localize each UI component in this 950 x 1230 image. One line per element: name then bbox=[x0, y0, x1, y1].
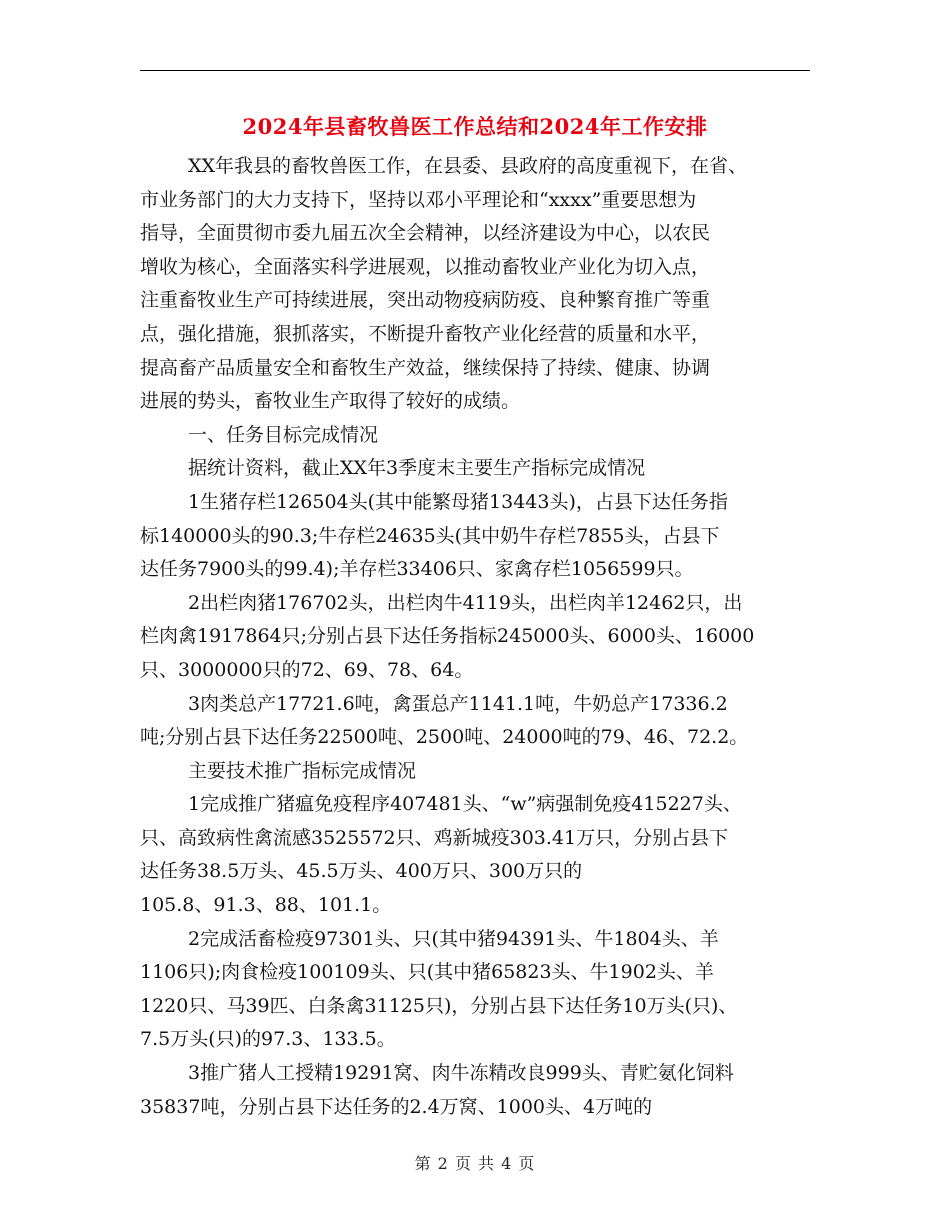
section-heading: 一、任务目标完成情况 bbox=[188, 423, 379, 446]
text-line: 达任务7900头的99.4);羊存栏33406只、家禽存栏1056599只。 bbox=[140, 558, 694, 581]
text-line: 7.5万头(只)的97.3、133.5。 bbox=[140, 1028, 396, 1051]
text-line: 栏肉禽1917864只;分别占县下达任务指标245000头、6000头、16000 bbox=[140, 625, 755, 648]
text-line: 1生猪存栏126504头(其中能繁母猪13443头)，占县下达任务指 bbox=[188, 490, 728, 513]
text-line: 1完成推广猪瘟免疫程序407481头、“w”病强制免疫415227头、 bbox=[188, 793, 742, 816]
text-line: 标140000头的90.3;牛存栏24635头(其中奶牛存栏7855头，占县下 bbox=[140, 524, 720, 547]
text-line: 3肉类总产17721.6吨，禽蛋总产1141.1吨，牛奶总产17336.2 bbox=[188, 692, 728, 715]
text-line: 1106只);肉食检疫100109头、只(其中猪65823头、牛1902头、羊 bbox=[140, 961, 714, 984]
text-line: 达任务38.5万头、45.5万头、400万只、300万只的 bbox=[140, 860, 583, 883]
text-line: 1220只、马39匹、白条禽31125只)，分别占县下达任务10万头(只)、 bbox=[140, 994, 738, 1017]
section-heading: 主要技术推广指标完成情况 bbox=[188, 759, 417, 782]
text-line: 市业务部门的大力支持下，坚持以邓小平理论和“xxxx”重要思想为 bbox=[140, 188, 697, 211]
text-line: 提高畜产品质量安全和畜牧生产效益，继续保持了持续、健康、协调 bbox=[140, 356, 711, 379]
text-line: 只、3000000只的72、69、78、64。 bbox=[140, 658, 474, 681]
text-line: 3推广猪人工授精19291窝、肉牛冻精改良999头、青贮氨化饲料 bbox=[188, 1062, 734, 1085]
text-line: 2出栏肉猪176702头，出栏肉牛4119头，出栏肉羊12462只，出 bbox=[188, 591, 743, 614]
text-line: 进展的势头，畜牧业生产取得了较好的成绩。 bbox=[140, 390, 521, 413]
page-footer: 第 2 页 共 4 页 bbox=[414, 1154, 536, 1173]
text-line: 只、高致病性禽流感3525572只、鸡新城疫303.41万只，分别占县下 bbox=[140, 826, 729, 849]
text-line: 点，强化措施，狠抓落实，不断提升畜牧产业化经营的质量和水平， bbox=[140, 322, 711, 345]
text-line: 指导，全面贯彻市委九届五次全会精神，以经济建设为中心，以农民 bbox=[140, 222, 711, 245]
text-line: 注重畜牧业生产可持续进展，突出动物疫病防疫、良种繁育推广等重 bbox=[140, 289, 711, 312]
text-line: XX年我县的畜牧兽医工作，在县委、县政府的高度重视下，在省、 bbox=[188, 155, 748, 177]
document-body bbox=[140, 150, 810, 1124]
header-rule bbox=[140, 70, 810, 71]
document-title: 2024年县畜牧兽医工作总结和2024年工作安排 bbox=[242, 114, 708, 139]
text-line: 据统计资料，截止XX年3季度末主要生产指标完成情况 bbox=[188, 457, 646, 480]
text-line: 2完成活畜检疫97301头、只(其中猪94391头、牛1804头、羊 bbox=[188, 927, 719, 950]
text-line: 增收为核心，全面落实科学进展观，以推动畜牧业产业化为切入点， bbox=[140, 255, 711, 278]
text-line: 吨;分别占县下达任务22500吨、2500吨、24000吨的79、46、72.2。 bbox=[140, 726, 749, 749]
text-line: 35837吨，分别占县下达任务的2.4万窝、1000头、4万吨的 bbox=[140, 1095, 653, 1118]
text-line: 105.8、91.3、88、101.1。 bbox=[140, 894, 392, 917]
